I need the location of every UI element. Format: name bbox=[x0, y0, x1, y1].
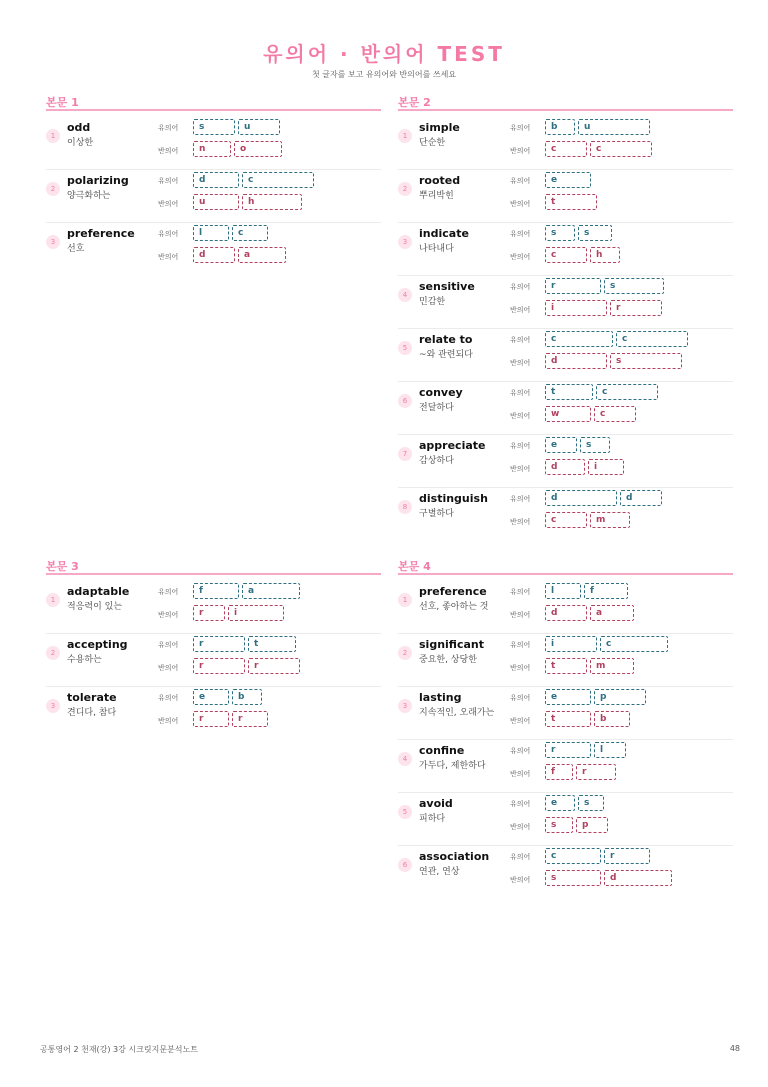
vocab-entry bbox=[398, 117, 733, 170]
synonym-answer-box[interactable]: r bbox=[193, 636, 245, 652]
vocab-word: confine bbox=[419, 744, 465, 757]
vocab-word: convey bbox=[419, 386, 463, 399]
word-meaning: 뿌리박힌 bbox=[419, 191, 454, 201]
synonym-row bbox=[545, 742, 629, 760]
antonym-answer-box[interactable]: r bbox=[193, 605, 225, 621]
synonym-answer-box[interactable]: r bbox=[545, 742, 591, 758]
entry-number: 3 bbox=[398, 235, 412, 249]
synonym-label: 유의어 bbox=[158, 641, 179, 649]
synonym-row bbox=[545, 583, 631, 601]
synonym-label: 유의어 bbox=[158, 588, 179, 596]
synonym-answer-box[interactable]: i bbox=[545, 636, 597, 652]
synonym-label: 유의어 bbox=[158, 230, 179, 238]
antonym-answer-box[interactable]: i bbox=[228, 605, 284, 621]
entry-number: 7 bbox=[398, 447, 412, 461]
synonym-answer-box[interactable]: p bbox=[594, 689, 646, 705]
synonym-label: 유의어 bbox=[158, 177, 179, 185]
synonym-row bbox=[193, 225, 271, 243]
antonym-row bbox=[193, 247, 289, 265]
page-number: 48 bbox=[729, 1044, 740, 1053]
antonym-label: 반의어 bbox=[510, 611, 531, 619]
synonym-answer-box[interactable]: e bbox=[545, 689, 591, 705]
entry-number: 1 bbox=[398, 129, 412, 143]
antonym-label: 반의어 bbox=[510, 664, 531, 672]
antonym-row bbox=[545, 605, 637, 623]
synonym-answer-box[interactable]: s bbox=[580, 437, 610, 453]
synonym-row bbox=[545, 331, 691, 349]
vocab-word: appreciate bbox=[419, 439, 486, 452]
entry-number: 1 bbox=[398, 593, 412, 607]
vocab-entry bbox=[46, 170, 381, 223]
section-2 bbox=[398, 94, 733, 540]
entry-number: 3 bbox=[46, 235, 60, 249]
antonym-answer-box[interactable]: r bbox=[610, 300, 662, 316]
synonym-answer-box[interactable]: c bbox=[232, 225, 268, 241]
antonym-row bbox=[545, 406, 639, 424]
entry-number: 4 bbox=[398, 288, 412, 302]
antonym-answer-box[interactable]: p bbox=[576, 817, 608, 833]
antonym-answer-box[interactable]: m bbox=[590, 512, 630, 528]
word-meaning: 이상한 bbox=[67, 138, 94, 148]
vocab-word: relate to bbox=[419, 333, 473, 346]
vocab-word: lasting bbox=[419, 691, 462, 704]
synonym-label: 유의어 bbox=[510, 588, 531, 596]
synonym-answer-box[interactable]: c bbox=[545, 331, 613, 347]
vocab-entry bbox=[46, 687, 381, 739]
synonym-answer-box[interactable]: t bbox=[248, 636, 296, 652]
vocab-word: indicate bbox=[419, 227, 469, 240]
antonym-answer-box[interactable]: h bbox=[590, 247, 620, 263]
synonym-label: 유의어 bbox=[510, 230, 531, 238]
vocab-entry bbox=[398, 329, 733, 382]
word-meaning: ~와 관련되다 bbox=[419, 350, 473, 360]
antonym-row bbox=[193, 711, 271, 729]
antonym-label: 반의어 bbox=[510, 465, 531, 473]
synonym-label: 유의어 bbox=[510, 389, 531, 397]
antonym-answer-box[interactable]: t bbox=[545, 658, 587, 674]
synonym-answer-box[interactable]: s bbox=[604, 278, 664, 294]
antonym-label: 반의어 bbox=[158, 253, 179, 261]
vocab-word: preference bbox=[67, 227, 135, 240]
antonym-row bbox=[545, 353, 685, 371]
antonym-answer-box[interactable]: d bbox=[545, 353, 607, 369]
antonym-label: 반의어 bbox=[510, 770, 531, 778]
antonym-answer-box[interactable]: r bbox=[576, 764, 616, 780]
vocab-word: simple bbox=[419, 121, 460, 134]
antonym-answer-box[interactable]: d bbox=[193, 247, 235, 263]
vocab-entry bbox=[46, 581, 381, 634]
antonym-answer-box[interactable]: b bbox=[594, 711, 630, 727]
synonym-row bbox=[545, 636, 671, 654]
antonym-answer-box[interactable]: t bbox=[545, 711, 591, 727]
antonym-label: 반의어 bbox=[510, 359, 531, 367]
antonym-row bbox=[545, 194, 600, 212]
antonym-label: 반의어 bbox=[510, 518, 531, 526]
synonym-label: 유의어 bbox=[510, 336, 531, 344]
synonym-answer-box[interactable]: f bbox=[193, 583, 239, 599]
vocab-word: distinguish bbox=[419, 492, 488, 505]
synonym-answer-box[interactable]: b bbox=[232, 689, 262, 705]
antonym-row bbox=[545, 247, 623, 265]
instructions: 첫 글자를 보고 유의어와 반의어를 쓰세요 bbox=[311, 70, 457, 79]
vocab-word: significant bbox=[419, 638, 484, 651]
synonym-answer-box[interactable]: t bbox=[545, 384, 593, 400]
vocab-entry bbox=[398, 435, 733, 488]
antonym-answer-box[interactable]: a bbox=[590, 605, 634, 621]
word-meaning: 전달하다 bbox=[419, 403, 454, 413]
antonym-row bbox=[193, 141, 285, 159]
entry-number: 2 bbox=[46, 646, 60, 660]
synonym-label: 유의어 bbox=[510, 283, 531, 291]
antonym-answer-box[interactable]: d bbox=[545, 459, 585, 475]
section-3 bbox=[46, 558, 381, 739]
antonym-answer-box[interactable]: t bbox=[545, 194, 597, 210]
vocab-entry bbox=[46, 223, 381, 275]
synonym-label: 유의어 bbox=[510, 747, 531, 755]
entry-number: 4 bbox=[398, 752, 412, 766]
word-meaning: 피하다 bbox=[419, 814, 446, 824]
word-meaning: 선호 bbox=[67, 244, 85, 254]
antonym-answer-box[interactable]: r bbox=[193, 711, 229, 727]
antonym-answer-box[interactable]: c bbox=[594, 406, 636, 422]
synonym-answer-box[interactable]: u bbox=[238, 119, 280, 135]
vocab-entry bbox=[398, 740, 733, 793]
antonym-label: 반의어 bbox=[158, 717, 179, 725]
synonym-label: 유의어 bbox=[158, 694, 179, 702]
synonym-answer-box[interactable]: d bbox=[620, 490, 662, 506]
vocab-entry bbox=[398, 687, 733, 740]
synonym-answer-box[interactable]: e bbox=[193, 689, 229, 705]
vocab-word: odd bbox=[67, 121, 91, 134]
entry-number: 6 bbox=[398, 858, 412, 872]
word-meaning: 나타내다 bbox=[419, 244, 454, 254]
word-meaning: 구별하다 bbox=[419, 509, 454, 519]
vocab-entry bbox=[398, 488, 733, 540]
antonym-answer-box[interactable]: s bbox=[610, 353, 682, 369]
antonym-row bbox=[545, 459, 627, 477]
synonym-answer-box[interactable]: e bbox=[545, 437, 577, 453]
word-meaning: 지속적인, 오래가는 bbox=[419, 708, 495, 718]
synonym-answer-box[interactable]: s bbox=[578, 795, 604, 811]
vocab-word: polarizing bbox=[67, 174, 129, 187]
antonym-answer-box[interactable]: d bbox=[604, 870, 672, 886]
synonym-answer-box[interactable]: r bbox=[545, 278, 601, 294]
antonym-row bbox=[545, 817, 611, 835]
vocab-word: avoid bbox=[419, 797, 453, 810]
antonym-label: 반의어 bbox=[510, 200, 531, 208]
vocab-entry bbox=[398, 170, 733, 223]
entry-number: 2 bbox=[398, 646, 412, 660]
antonym-row bbox=[193, 605, 287, 623]
vocab-word: sensitive bbox=[419, 280, 475, 293]
antonym-answer-box[interactable]: c bbox=[545, 141, 587, 157]
antonym-answer-box[interactable]: d bbox=[545, 605, 587, 621]
entry-number: 2 bbox=[46, 182, 60, 196]
synonym-answer-box[interactable]: l bbox=[545, 583, 581, 599]
synonym-row bbox=[193, 119, 283, 137]
vocab-entry bbox=[46, 117, 381, 170]
antonym-label: 반의어 bbox=[510, 823, 531, 831]
vocab-word: association bbox=[419, 850, 490, 863]
synonym-answer-box[interactable]: f bbox=[584, 583, 628, 599]
vocab-entry bbox=[398, 634, 733, 687]
antonym-answer-box[interactable]: c bbox=[545, 247, 587, 263]
synonym-answer-box[interactable]: d bbox=[193, 172, 239, 188]
vocab-word: adaptable bbox=[67, 585, 130, 598]
page-title: 유의어 · 반의어 TEST bbox=[263, 42, 505, 66]
antonym-row bbox=[545, 512, 633, 530]
section-heading: 본문 3 bbox=[46, 558, 381, 575]
antonym-label: 반의어 bbox=[510, 876, 531, 884]
antonym-label: 반의어 bbox=[158, 664, 179, 672]
synonym-answer-box[interactable]: d bbox=[545, 490, 617, 506]
synonym-label: 유의어 bbox=[510, 694, 531, 702]
synonym-answer-box[interactable]: c bbox=[616, 331, 688, 347]
antonym-label: 반의어 bbox=[158, 147, 179, 155]
word-meaning: 가두다, 제한하다 bbox=[419, 761, 486, 771]
synonym-answer-box[interactable]: a bbox=[242, 583, 300, 599]
synonym-row bbox=[193, 583, 303, 601]
synonym-label: 유의어 bbox=[510, 800, 531, 808]
entry-number: 5 bbox=[398, 805, 412, 819]
word-meaning: 견디다, 참다 bbox=[67, 708, 117, 718]
antonym-label: 반의어 bbox=[510, 717, 531, 725]
antonym-label: 반의어 bbox=[158, 200, 179, 208]
antonym-answer-box[interactable]: h bbox=[242, 194, 302, 210]
antonym-row bbox=[193, 194, 305, 212]
synonym-answer-box[interactable]: e bbox=[545, 795, 575, 811]
antonym-answer-box[interactable]: o bbox=[234, 141, 282, 157]
antonym-row bbox=[545, 764, 619, 782]
section-heading: 본문 2 bbox=[398, 94, 733, 111]
entry-list bbox=[398, 581, 733, 898]
synonym-label: 유의어 bbox=[510, 641, 531, 649]
word-meaning: 연관, 연상 bbox=[419, 867, 460, 877]
synonym-answer-box[interactable]: e bbox=[545, 172, 591, 188]
synonym-row bbox=[193, 689, 265, 707]
vocab-entry bbox=[398, 276, 733, 329]
entry-list bbox=[46, 117, 381, 275]
antonym-row bbox=[545, 711, 633, 729]
synonym-row bbox=[545, 172, 594, 190]
antonym-answer-box[interactable]: r bbox=[193, 658, 245, 674]
antonym-answer-box[interactable]: i bbox=[545, 300, 607, 316]
synonym-label: 유의어 bbox=[158, 124, 179, 132]
synonym-answer-box[interactable]: c bbox=[600, 636, 668, 652]
synonym-answer-box[interactable]: b bbox=[545, 119, 575, 135]
section-heading: 본문 1 bbox=[46, 94, 381, 111]
section-1 bbox=[46, 94, 381, 275]
entry-number: 6 bbox=[398, 394, 412, 408]
entry-number: 3 bbox=[398, 699, 412, 713]
synonym-row bbox=[193, 172, 317, 190]
word-meaning: 수용하는 bbox=[67, 655, 102, 665]
synonym-answer-box[interactable]: s bbox=[193, 119, 235, 135]
antonym-label: 반의어 bbox=[510, 306, 531, 314]
antonym-row bbox=[545, 300, 665, 318]
vocab-entry bbox=[398, 223, 733, 276]
antonym-row bbox=[545, 141, 655, 159]
synonym-answer-box[interactable]: c bbox=[596, 384, 658, 400]
synonym-label: 유의어 bbox=[510, 853, 531, 861]
antonym-label: 반의어 bbox=[510, 147, 531, 155]
synonym-row bbox=[545, 795, 607, 813]
vocab-word: accepting bbox=[67, 638, 128, 651]
antonym-answer-box[interactable]: c bbox=[545, 512, 587, 528]
section-heading: 본문 4 bbox=[398, 558, 733, 575]
antonym-label: 반의어 bbox=[510, 253, 531, 261]
synonym-row bbox=[545, 848, 653, 866]
entry-number: 5 bbox=[398, 341, 412, 355]
synonym-row bbox=[193, 636, 299, 654]
synonym-row bbox=[545, 384, 661, 402]
synonym-label: 유의어 bbox=[510, 442, 531, 450]
antonym-answer-box[interactable]: u bbox=[193, 194, 239, 210]
synonym-row bbox=[545, 119, 653, 137]
word-meaning: 양극화하는 bbox=[67, 191, 111, 201]
section-4 bbox=[398, 558, 733, 898]
synonym-row bbox=[545, 490, 665, 508]
entry-list bbox=[46, 581, 381, 739]
antonym-answer-box[interactable]: a bbox=[238, 247, 286, 263]
entry-list bbox=[398, 117, 733, 540]
synonym-label: 유의어 bbox=[510, 495, 531, 503]
synonym-row bbox=[545, 437, 613, 455]
synonym-answer-box[interactable]: s bbox=[578, 225, 612, 241]
vocab-entry bbox=[398, 793, 733, 846]
word-meaning: 감상하다 bbox=[419, 456, 454, 466]
antonym-answer-box[interactable]: n bbox=[193, 141, 231, 157]
entry-number: 1 bbox=[46, 593, 60, 607]
antonym-answer-box[interactable]: f bbox=[545, 764, 573, 780]
antonym-row bbox=[545, 658, 637, 676]
antonym-row bbox=[193, 658, 303, 676]
vocab-entry bbox=[398, 581, 733, 634]
antonym-answer-box[interactable]: m bbox=[590, 658, 634, 674]
vocab-entry bbox=[398, 382, 733, 435]
word-meaning: 단순한 bbox=[419, 138, 446, 148]
synonym-answer-box[interactable]: u bbox=[578, 119, 650, 135]
vocab-entry bbox=[46, 634, 381, 687]
antonym-answer-box[interactable]: i bbox=[588, 459, 624, 475]
word-meaning: 적응력이 있는 bbox=[67, 602, 123, 612]
antonym-answer-box[interactable]: r bbox=[248, 658, 300, 674]
synonym-label: 유의어 bbox=[510, 124, 531, 132]
antonym-label: 반의어 bbox=[158, 611, 179, 619]
antonym-answer-box[interactable]: s bbox=[545, 870, 601, 886]
synonym-answer-box[interactable]: s bbox=[545, 225, 575, 241]
vocab-word: rooted bbox=[419, 174, 461, 187]
antonym-label: 반의어 bbox=[510, 412, 531, 420]
synonym-row bbox=[545, 225, 615, 243]
synonym-label: 유의어 bbox=[510, 177, 531, 185]
entry-number: 8 bbox=[398, 500, 412, 514]
antonym-answer-box[interactable]: c bbox=[590, 141, 652, 157]
word-meaning: 민감한 bbox=[419, 297, 446, 307]
synonym-answer-box[interactable]: c bbox=[242, 172, 314, 188]
synonym-answer-box[interactable]: l bbox=[193, 225, 229, 241]
entry-number: 2 bbox=[398, 182, 412, 196]
vocab-entry bbox=[398, 846, 733, 898]
entry-number: 3 bbox=[46, 699, 60, 713]
vocab-word: preference bbox=[419, 585, 487, 598]
vocab-word: tolerate bbox=[67, 691, 117, 704]
synonym-answer-box[interactable]: c bbox=[545, 848, 601, 864]
footer-book-title: 공통영어 2 천재(강) 3강 시크릿지문분석노트 bbox=[40, 1045, 198, 1054]
antonym-answer-box[interactable]: s bbox=[545, 817, 573, 833]
antonym-answer-box[interactable]: w bbox=[545, 406, 591, 422]
synonym-answer-box[interactable]: l bbox=[594, 742, 626, 758]
entry-number: 1 bbox=[46, 129, 60, 143]
synonym-answer-box[interactable]: r bbox=[604, 848, 650, 864]
word-meaning: 중요한, 상당한 bbox=[419, 655, 477, 665]
antonym-answer-box[interactable]: r bbox=[232, 711, 268, 727]
antonym-row bbox=[545, 870, 675, 888]
synonym-row bbox=[545, 689, 649, 707]
synonym-row bbox=[545, 278, 667, 296]
word-meaning: 선호, 좋아하는 것 bbox=[419, 602, 489, 612]
